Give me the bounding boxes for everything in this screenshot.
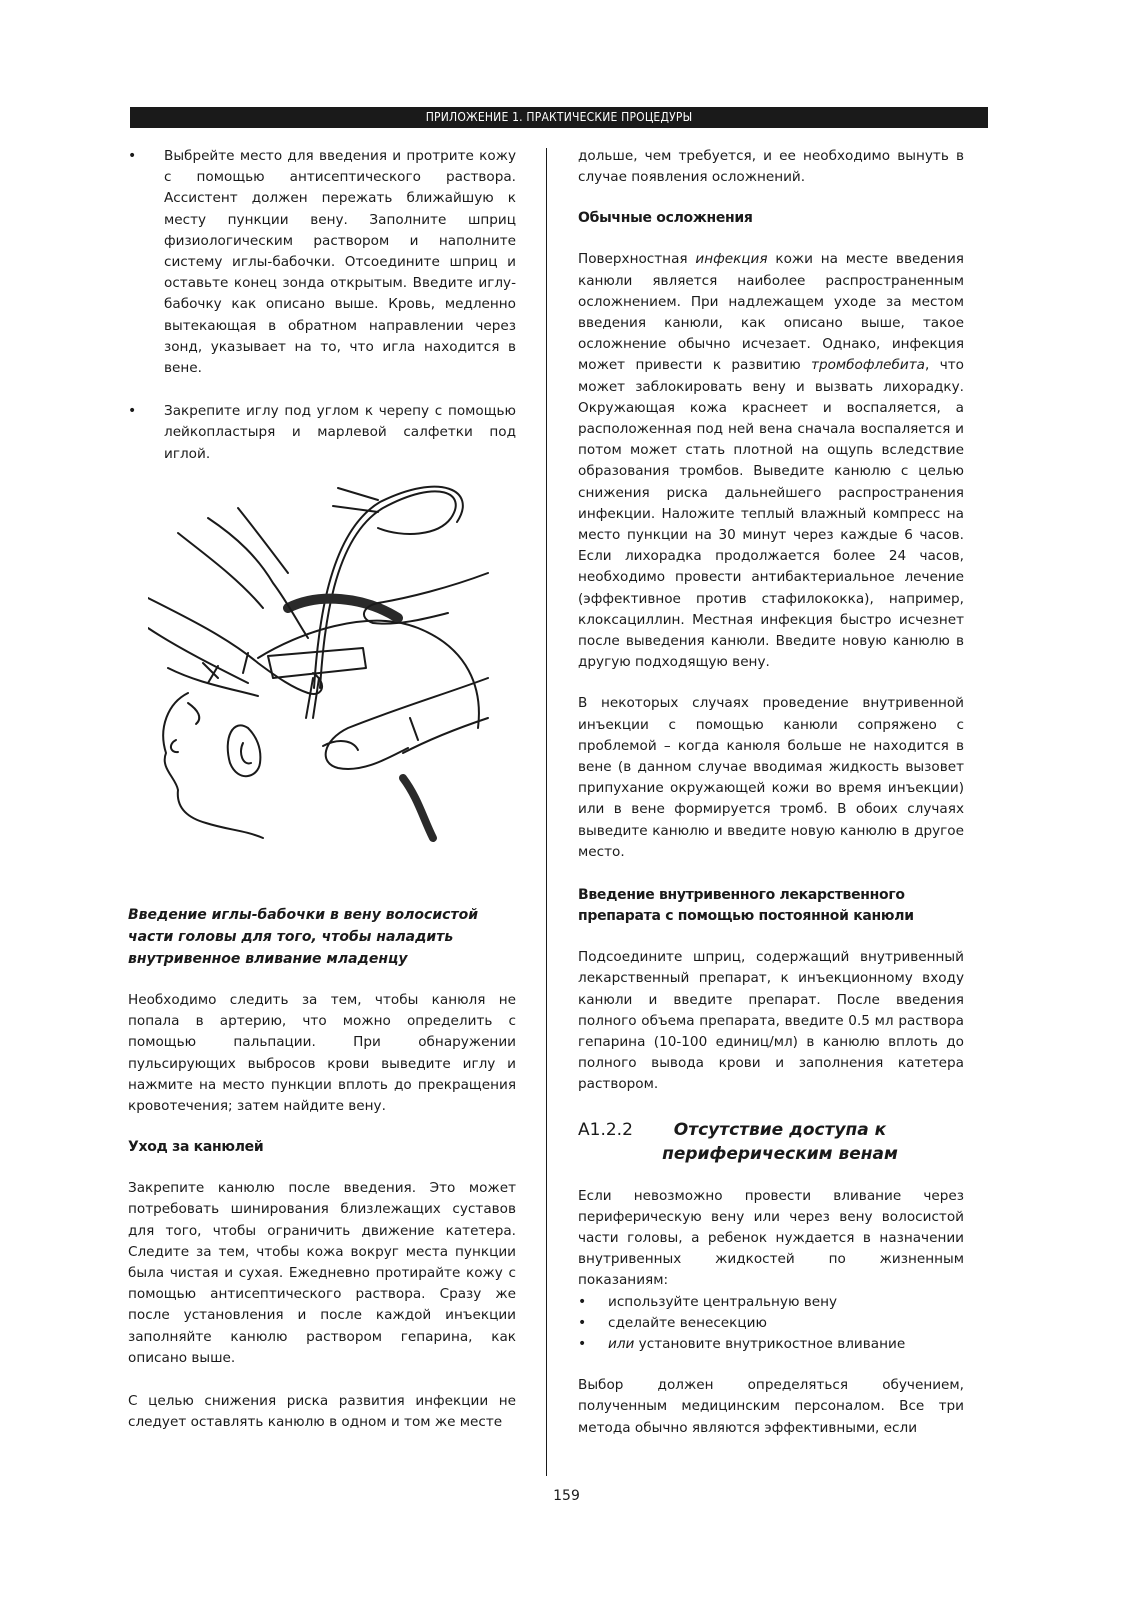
paragraph-continued: дольше, чем требуется, и ее необходимо вынуть в случае появления осложнений. bbox=[578, 148, 964, 186]
list-item: • сделайте венесекцию bbox=[578, 1313, 964, 1334]
section-number: A1.2.2 bbox=[578, 1119, 633, 1140]
list-item bbox=[578, 1334, 964, 1355]
paragraph-infection-risk: С целью снижения риска развития инфекции не следует оставлять канюлю в одном и том же месте bbox=[128, 1393, 516, 1431]
column-divider bbox=[546, 148, 547, 1476]
text-run: кожи на месте введения канюли является наиболее распространенным осложнением. При надлежащем уходе за местом введения канюли, как описано выше, такое осложнение обычно исчезает. Однако, инфекция может привести к развитию bbox=[578, 251, 964, 374]
heading-cannula-care: Уход за канюлей bbox=[128, 1139, 264, 1156]
page-number: 159 bbox=[553, 1488, 580, 1504]
paragraph-infection bbox=[578, 249, 964, 673]
paragraph-cannula-care: Закрепите канюлю после введения. Это может потребовать шинирования близлежащих суставов для того, чтобы ограничить движение катетера. Следите за тем, чтобы кожа вокруг места пункции была чистая и сухая. Ежедневно протирайте кожу с помощью антисептического раствора. Сразу же после установления и после каждой инъекции заполняйте канюлю раствором гепарина, как описано выше. bbox=[128, 1180, 516, 1366]
section-heading: Отсутствие доступа к периферическим венам bbox=[662, 1119, 898, 1164]
text-run: , что может заблокировать вену и вызвать лихорадку. Окружающая кожа краснеет и воспаляется, а расположенная под ней вена сначала воспаляется и потом может стать плотной на ощупь вследствие образования тромбов. Выведите канюлю с целью снижения риска дальнейшего распространения инфекции. Наложите теплый влажный компресс на место пункции на 30 минут через каждые 6 часов. Если лихорадка продолжается более 24 часов, необходимо провести антибактериальное лечение (эффективное против стафилококка), например, клоксациллин. Местная инфекция быстро исчезнет после выведения канюли. Введите новую канюлю в другую подходящую вену. bbox=[578, 357, 964, 671]
text-italic-thrombophlebitis: тромбофлебита bbox=[811, 357, 926, 374]
figure-caption: Введение иглы-бабочки в вену волосистой части головы для того, чтобы наладить внутривенное вливание младенцу bbox=[128, 907, 478, 967]
list-item-text: установите внутрикостное вливание bbox=[634, 1335, 906, 1352]
heading-common-complications: Обычные осложнения bbox=[578, 210, 753, 227]
left-column bbox=[128, 146, 516, 465]
heading-iv-injection: Введение внутривенного лекарственного препарата с помощью постоянной канюли bbox=[578, 887, 914, 925]
paragraph-iv-injection: Подсоедините шприц, содержащий внутривенный лекарственный препарат, к инъекционному входу канюли и введите препарат. После введения полного объема препарата, введите 0.5 мл раствора гепарина (10-100 единиц/мл) в канюлю вплоть до полного вывода крови и заполнения катетера раствором. bbox=[578, 949, 964, 1093]
section-title bbox=[578, 1118, 964, 1166]
scalp-vein-illustration bbox=[148, 478, 493, 846]
list-item: • используйте центральную вену bbox=[578, 1292, 964, 1313]
paragraph-problems: В некоторых случаях проведение внутривенной инъекции с помощью канюли сопряжено с проблемой – когда канюля больше не находится в вене (в данном случае вводимая жидкость вызовет припухание окружающей кожи во время инъекции) или в вене формируется тромб. В обоих случаях выведите канюлю и введите новую канюлю в другое место. bbox=[578, 695, 964, 860]
bullet-shave-site: • Выбрейте место для введения и протрите кожу с помощью антисептического раствора. Ассистент должен пережать ближайшую к месту пункции вену. Заполните шприц физиологическим раствором и наполните систему иглы-бабочки. Отсоедините шприц и оставьте конец зонда открытым. Введите иглу-бабочку как описано выше. Кровь, медленно вытекающая в обратном направлении через зонд, указывает на то, что игла находится в вене. bbox=[128, 146, 516, 379]
paragraph-artery-check: Необходимо следить за тем, чтобы канюля не попала в артерию, что можно определить с помощью пальпации. При обнаружении пульсирующих выбросов крови выведите иглу и нажмите на место пункции вплоть до прекращения кровотечения; затем найдите вену. bbox=[128, 992, 516, 1115]
left-column-lower bbox=[128, 904, 516, 1433]
bullet-fix-needle: • Закрепите иглу под углом к черепу с помощью лейкопластыря и марлевой салфетки под иглой. bbox=[128, 401, 516, 465]
paragraph-no-access: Если невозможно провести вливание через периферическую вену или через вену волосистой части головы, а ребенок нуждается в назначении внутривенных жидкостей по жизненным показаниям: bbox=[578, 1187, 964, 1289]
list-item-italic: или bbox=[608, 1335, 635, 1352]
text-run: Поверхностная bbox=[578, 251, 696, 268]
running-header: ПРИЛОЖЕНИЕ 1. ПРАКТИЧЕСКИЕ ПРОЦЕДУРЫ bbox=[130, 107, 988, 128]
paragraph-choice: Выбор должен определяться обучением, полученным медицинским персоналом. Все три метода обычно являются эффективными, если bbox=[578, 1377, 964, 1436]
right-column bbox=[578, 146, 964, 1439]
text-italic-infection: инфекция bbox=[695, 251, 768, 268]
